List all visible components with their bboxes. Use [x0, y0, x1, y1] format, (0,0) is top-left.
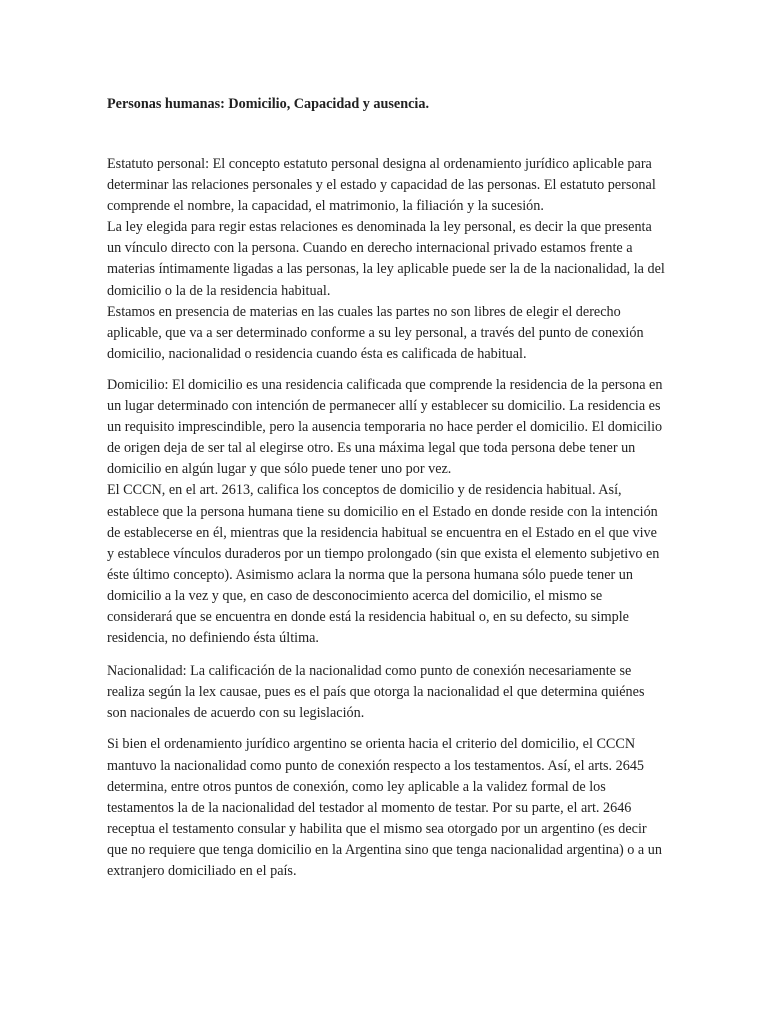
section-gap — [107, 724, 667, 734]
paragraph-cccn-2613: El CCCN, en el art. 2613, califica los conceptos de domicilio y de residencia habitual. Así, establece que la persona humana tiene su domicilio en el Estado en donde reside con la intención de establecerse en él, mientras que la residencia habitual se encuentra en el Estado en el que vive y establece vínculos duraderos por un tiempo prolongado (sin que exista el elemento subjetivo en éste último concepto). Asimismo aclara la norma que la persona humana sólo puede tener un domicilio a la vez y que, en caso de desconocimiento acerca del domicilio, el mismo se considerará que se encuentra en donde está la residencia habitual o, en su defecto, su simple residencia, no definiendo ésta última. — [107, 482, 660, 647]
section-gap — [107, 365, 667, 375]
document-page — [107, 84, 667, 882]
paragraph-nacionalidad: Nacionalidad: La calificación de la nacionalidad como punto de conexión necesariamente se realiza según la lex causae, pues es el país que otorga la nacionalidad el que determina quiénes son nacionales de acuerdo con su legislación. — [107, 663, 645, 722]
section-gap — [107, 649, 667, 661]
paragraph-estatuto-personal: Estatuto personal: El concepto estatuto personal designa al ordenamiento jurídico aplicable para determinar las relaciones personales y el estado y capacidad de las personas. El estatuto personal comprende el nombre, la capacidad, el matrimonio, la filiación y la sucesión. — [107, 156, 656, 215]
section-testamentos — [107, 734, 667, 882]
section-nacionalidad — [107, 661, 667, 724]
document-title: Personas humanas: Domicilio, Capacidad y ausencia. — [107, 96, 430, 112]
paragraph-materias: Estamos en presencia de materias en las cuales las partes no son libres de elegir el derecho aplicable, que va a ser determinado conforme a su ley personal, a través del punto de conexión domicilio, nacionalidad o residencia cuando ésta es calificada de habitual. — [107, 303, 644, 362]
section-estatuto-personal — [107, 154, 667, 365]
paragraph-testamentos: Si bien el ordenamiento jurídico argentino se orienta hacia el criterio del domicilio, el CCCN mantuvo la nacionalidad como punto de conexión respecto a los testamentos. Así, el arts. 2645 determina, entre otros puntos de conexión, como ley aplicable a la validez formal de los testamentos la de la nacionalidad del testador al momento de testar. Por su parte, el art. 2646 receptua el testamento consular y habilita que el mismo sea otorgado por un argentino (es decir que no requiere que tenga domicilio en la Argentina sino que tenga nacionalidad argentina) o a un extranjero domiciliado en el país. — [107, 736, 662, 879]
paragraph-ley-personal: La ley elegida para regir estas relaciones es denominada la ley personal, es decir la que presenta un vínculo directo con la persona. Cuando en derecho internacional privado estamos frente a materias íntimamente ligadas a las personas, la ley aplicable puede ser la de la nacionalidad, la del domicilio o la de la residencia habitual. — [107, 219, 665, 299]
paragraph-domicilio: Domicilio: El domicilio es una residencia calificada que comprende la residencia de la persona en un lugar determinado con intención de permanecer allí y establecer su domicilio. La residencia es un requisito imprescindible, pero la ausencia temporaria no hace perder el domicilio. El domicilio de origen deja de ser tal al elegirse otro. Es una máxima legal que toda persona debe tener un domicilio en algún lugar y que sólo puede tener uno por vez. — [107, 376, 663, 478]
section-domicilio — [107, 375, 667, 649]
